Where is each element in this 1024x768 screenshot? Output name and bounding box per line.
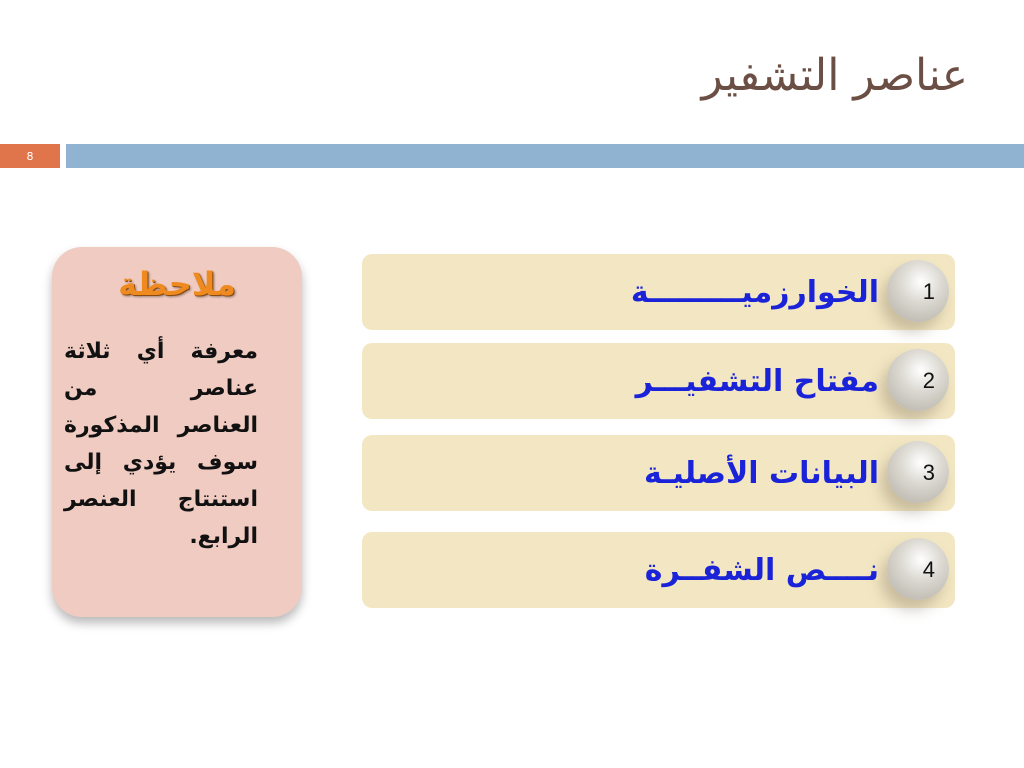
note-title: ملاحظة [118,265,236,303]
number-bubble-icon [887,260,949,322]
list-item [362,343,955,419]
number-bubble-icon [887,441,949,503]
item-number: 1 [922,279,935,304]
slide-number: 8 [0,144,60,168]
note-text: معرفة أي ثلاثة عناصر من العناصر المذكورة سوف يؤدي إلى استنتاج العنصر الرابع. [64,339,258,549]
header-band [66,144,1024,168]
list-item [362,254,955,330]
item-label: نــــص الشفــرة [644,552,879,588]
number-bubble-icon [887,349,949,411]
item-label: الخوارزميـــــــــة [630,274,879,310]
item-label: البيانات الأصليـة [644,455,879,491]
slide-title: عناصر التشفير [701,50,968,101]
note-box [52,247,302,617]
item-number: 3 [922,460,935,485]
list-item [362,435,955,511]
item-number: 4 [922,557,935,582]
list-item [362,532,955,608]
item-number: 2 [922,368,935,393]
number-bubble-icon [887,538,949,600]
item-label: مفتاح التشفيـــر [635,363,879,399]
